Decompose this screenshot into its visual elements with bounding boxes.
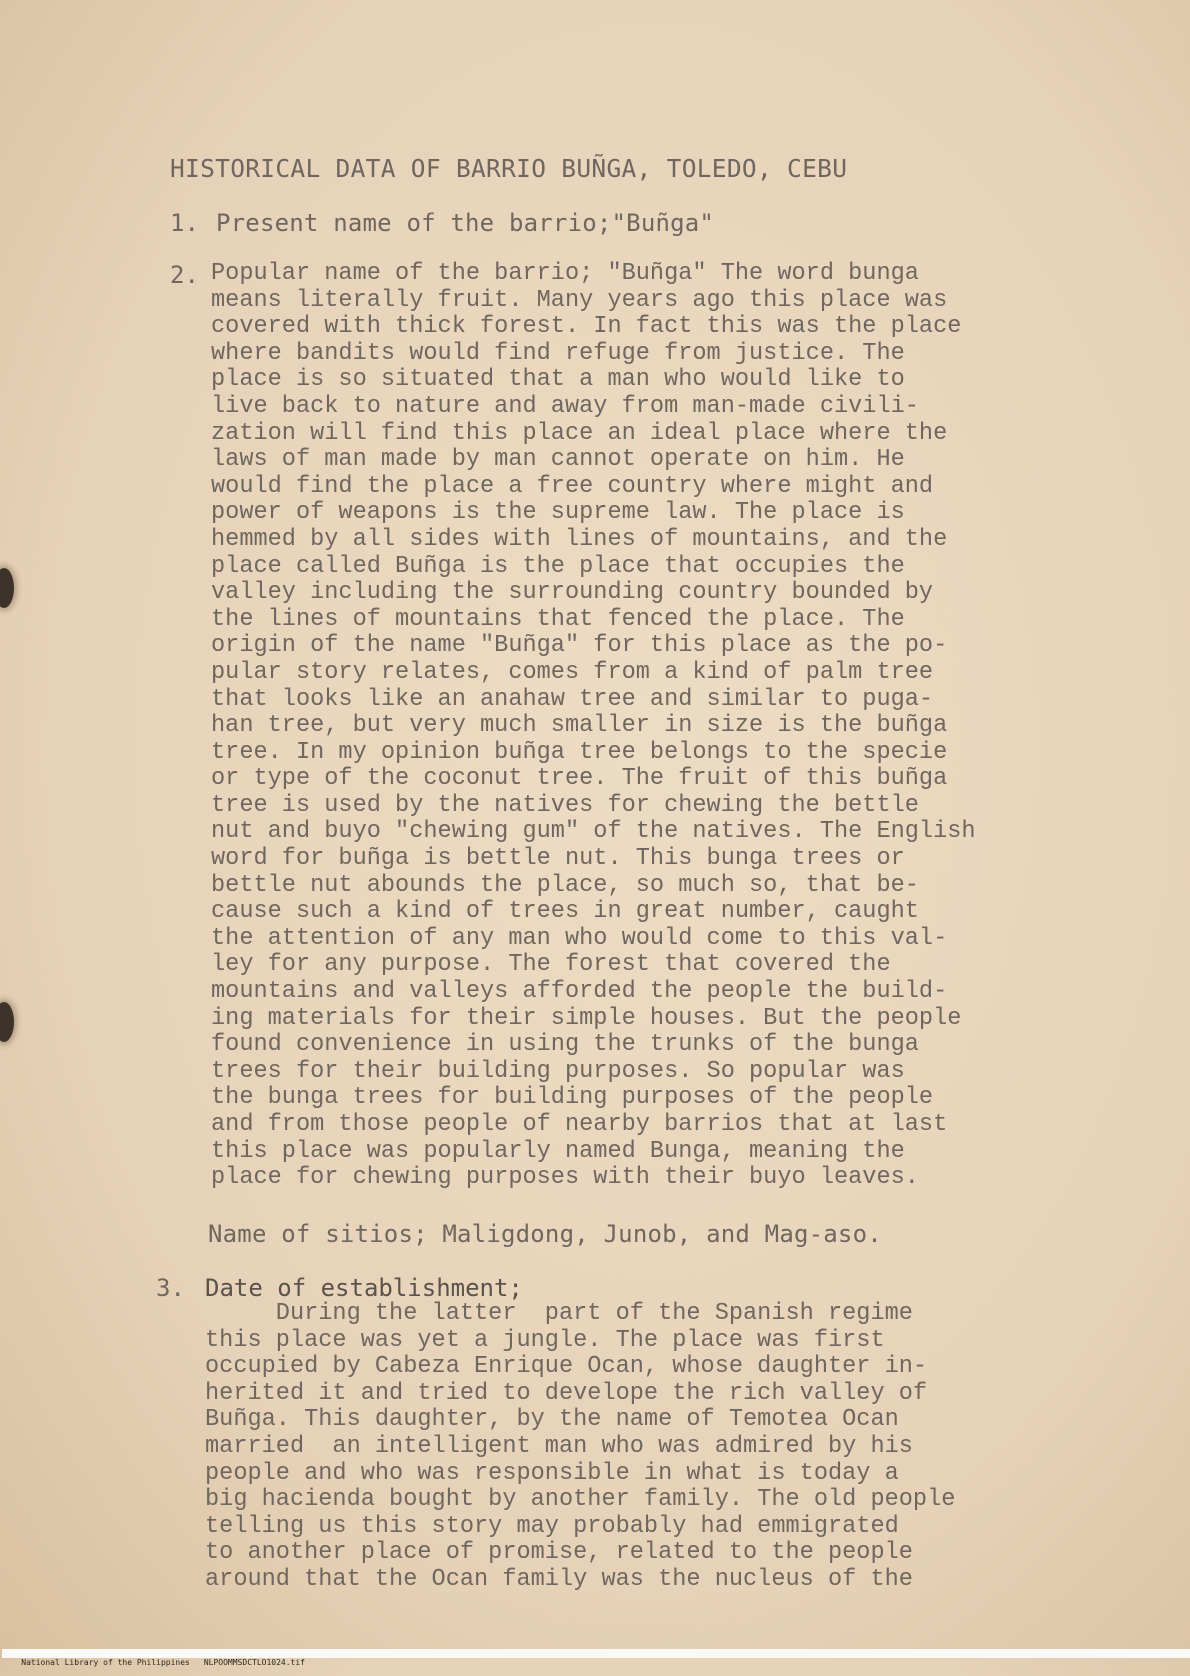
- item-3-line: married an intelligent man who was admired by his: [205, 1432, 913, 1460]
- item-2-line: pular story relates, comes from a kind of palm tree: [211, 658, 934, 686]
- item-2-line: cause such a kind of trees in great number, caught: [211, 898, 919, 926]
- item-2-line: mountains and valleys afforded the people the build-: [211, 978, 948, 1006]
- item-2-line: this place was popularly named Bunga, meaning the: [211, 1137, 905, 1165]
- item-2-line: place called Buñga is the place that occupies the: [211, 552, 905, 580]
- item-2-line: tree is used by the natives for chewing the bettle: [211, 791, 919, 819]
- item-2-paragraph: [211, 261, 976, 1192]
- item-2-line: nut and buyo "chewing gum" of the natives. The English: [211, 818, 976, 846]
- item-2-line: ley for any purpose. The forest that covered the: [211, 951, 891, 979]
- item-2-line: bettle nut abounds the place, so much so, that be-: [211, 871, 919, 899]
- document-title: HISTORICAL DATA OF BARRIO BUÑGA, TOLEDO, CEBU: [170, 154, 848, 183]
- item-3-line: to another place of promise, related to the people: [205, 1539, 913, 1567]
- item-3-line: around that the Ocan family was the nucleus of the: [205, 1565, 913, 1593]
- item-3-line: Buñga. This daughter, by the name of Temotea Ocan: [205, 1406, 899, 1434]
- footer-file-id: NLPOOMMSDCTLO1024.tif: [203, 1658, 305, 1667]
- item-2-line: trees for their building purposes. So popular was: [211, 1057, 905, 1085]
- item-2-line: laws of man made by man cannot operate on him. He: [211, 446, 905, 474]
- item-2-line: covered with thick forest. In fact this was the place: [211, 313, 962, 341]
- item-2-line: the lines of mountains that fenced the place. The: [211, 605, 905, 633]
- item-3-paragraph: [205, 1301, 955, 1594]
- item-2-line: the attention of any man who would come to this val-: [211, 924, 948, 952]
- item-2-line: tree. In my opinion buñga tree belongs to the specie: [211, 738, 948, 766]
- item-2-line: ing materials for their simple houses. But the people: [211, 1004, 962, 1032]
- item-3-line: occupied by Cabeza Enrique Ocan, whose daughter in-: [205, 1353, 928, 1381]
- item-3-line: During the latter part of the Spanish regime: [205, 1300, 913, 1327]
- item-2-line: han tree, but very much smaller in size is the buñga: [211, 712, 948, 740]
- item-3-heading: Date of establishment;: [205, 1274, 523, 1302]
- item-2-line: the bunga trees for building purposes of the people: [211, 1084, 934, 1112]
- item-2-number: 2.: [170, 261, 199, 289]
- item-2-line: word for buñga is bettle nut. This bunga trees or: [211, 845, 905, 873]
- sitios-line: Name of sitios; Maligdong, Junob, and Mag-aso.: [208, 1220, 882, 1248]
- footer-institution: National Library of the Philippines: [21, 1658, 190, 1667]
- item-3-line: herited it and tried to develope the rich valley of: [205, 1379, 928, 1407]
- item-2-line: hemmed by all sides with lines of mountains, and the: [211, 525, 948, 553]
- binding-hole-bottom: [0, 1002, 14, 1042]
- item-2-line: zation will find this place an ideal place where the: [211, 419, 948, 447]
- item-3-number: 3.: [156, 1274, 185, 1302]
- item-2-line: means literally fruit. Many years ago this place was: [211, 286, 948, 314]
- item-2-line: place for chewing purposes with their buyo leaves.: [211, 1164, 919, 1192]
- item-2-line: would find the place a free country where might and: [211, 472, 934, 500]
- item-2-line: live back to nature and away from man-made civili-: [211, 392, 919, 420]
- item-2-line: where bandits would find refuge from justice. The: [211, 339, 905, 367]
- item-2-line: origin of the name "Buñga" for this place as the po-: [211, 632, 948, 660]
- item-2-line: found convenience in using the trunks of the bunga: [211, 1031, 919, 1059]
- item-2-line: that looks like an anahaw tree and similar to puga-: [211, 685, 934, 713]
- item-2-line: and from those people of nearby barrios that at last: [211, 1111, 948, 1138]
- item-2-line: Popular name of the barrio; "Buñga" The word bunga: [211, 260, 919, 287]
- item-2-line: valley including the surrounding country bounded by: [211, 579, 934, 607]
- item-3-line: telling us this story may probably had emmigrated: [205, 1512, 899, 1540]
- item-2-line: or type of the coconut tree. The fruit of this buñga: [211, 765, 948, 793]
- item-3-line: big hacienda bought by another family. The old people: [205, 1486, 956, 1514]
- item-1-text: Present name of the barrio;"Buñga": [216, 209, 715, 237]
- item-2-line: place is so situated that a man who would like to: [211, 366, 905, 394]
- item-1-number: 1.: [170, 209, 199, 237]
- binding-hole-top: [0, 568, 14, 608]
- scan-footer: [2, 1649, 1190, 1667]
- item-2-line: power of weapons is the supreme law. The place is: [211, 499, 905, 527]
- item-3-line: this place was yet a jungle. The place was first: [205, 1326, 885, 1354]
- item-3-line: people and who was responsible in what is today a: [205, 1459, 899, 1487]
